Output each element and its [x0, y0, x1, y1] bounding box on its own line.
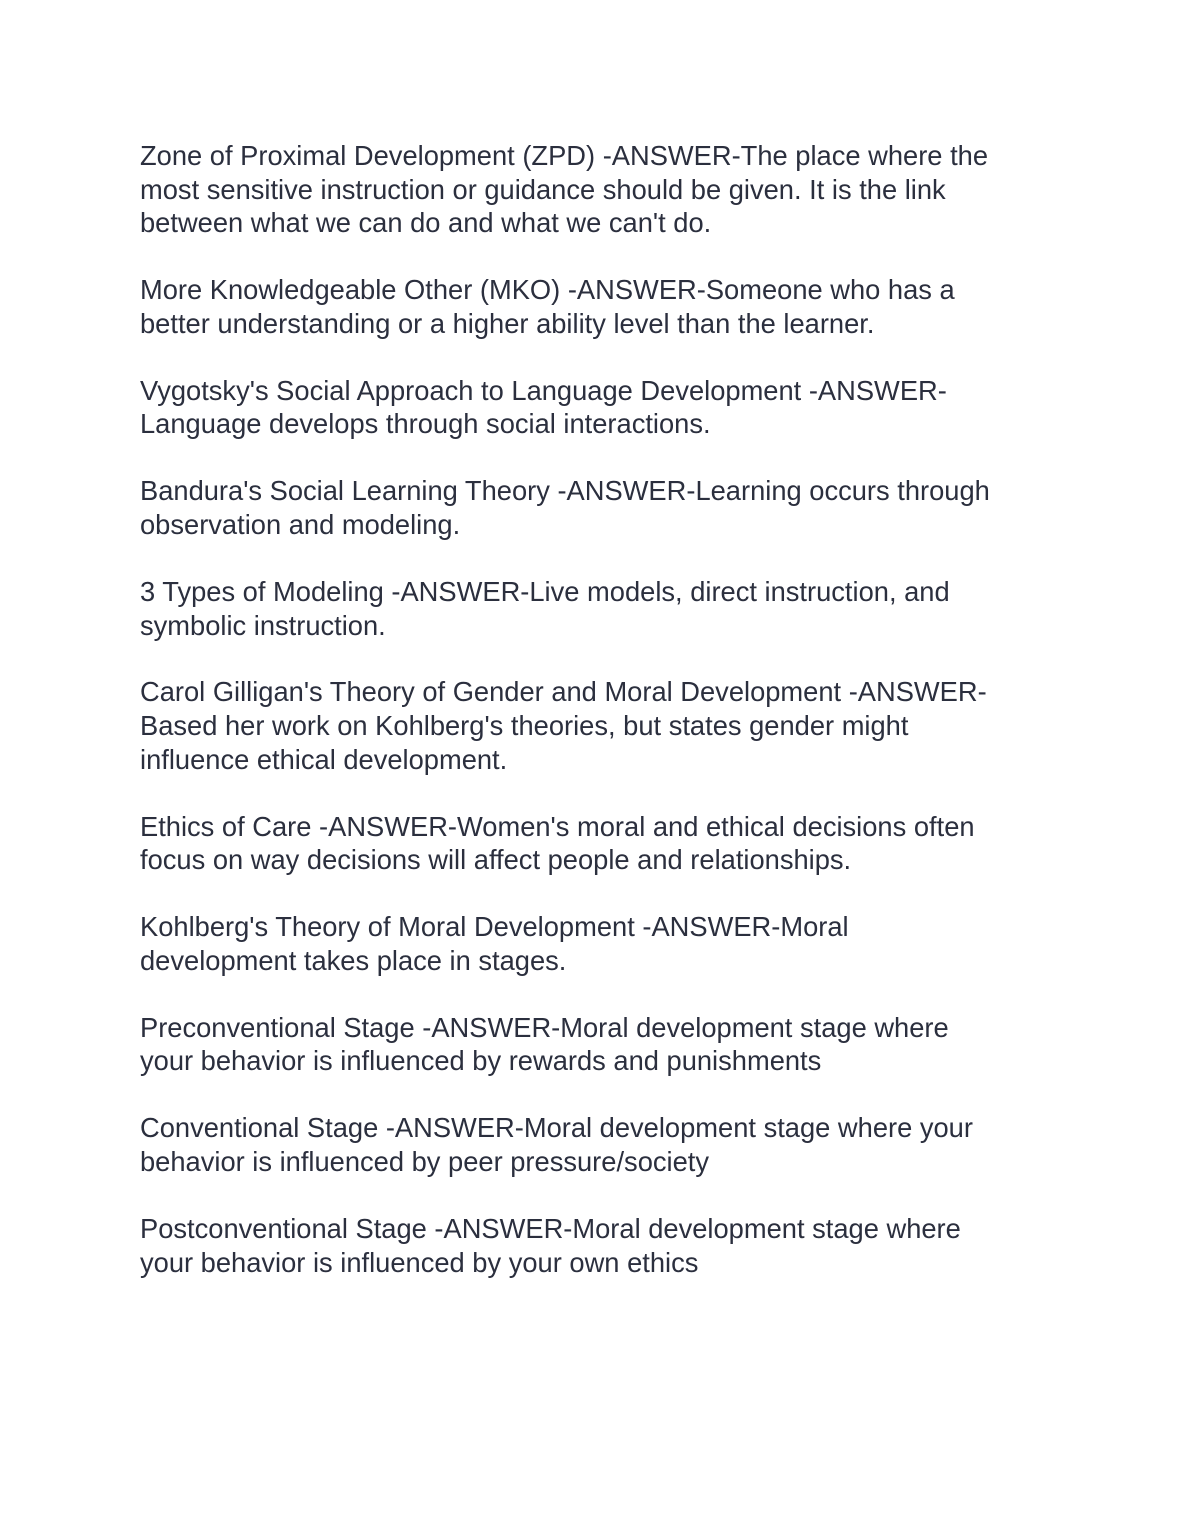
entry-line: Ethics of Care -ANSWER-Women's moral and ethical decisions often: [140, 810, 975, 842]
entry-types-of-modeling: [140, 575, 1060, 642]
entry-line: Vygotsky's Social Approach to Language Development -ANSWER-: [140, 374, 947, 406]
entry-line: Preconventional Stage -ANSWER-Moral development stage where: [140, 1011, 949, 1043]
entry-vygotsky-language: [140, 374, 1060, 441]
entry-ethics-of-care: [140, 810, 1060, 877]
entry-line: behavior is influenced by peer pressure/society: [140, 1145, 709, 1177]
entry-line: between what we can do and what we can't do.: [140, 207, 712, 239]
entry-line: focus on way decisions will affect people and relationships.: [140, 844, 852, 876]
entry-conventional: [140, 1111, 1060, 1178]
entry-line: symbolic instruction.: [140, 609, 386, 641]
entry-line: your behavior is influenced by your own ethics: [140, 1246, 699, 1278]
entry-line: observation and modeling.: [140, 508, 461, 540]
entry-line: Postconventional Stage -ANSWER-Moral development stage where: [140, 1212, 961, 1244]
entry-kohlberg: [140, 910, 1060, 977]
entry-line: Conventional Stage -ANSWER-Moral development stage where your: [140, 1112, 973, 1144]
entry-line: Based her work on Kohlberg's theories, but states gender might: [140, 710, 909, 742]
entry-line: Language develops through social interactions.: [140, 408, 711, 440]
entry-line: your behavior is influenced by rewards and punishments: [140, 1045, 822, 1077]
entry-postconventional: [140, 1212, 1060, 1279]
entry-bandura: [140, 474, 1060, 541]
entry-line: influence ethical development.: [140, 743, 508, 775]
entry-line: most sensitive instruction or guidance should be given. It is the link: [140, 173, 946, 205]
entry-line: Bandura's Social Learning Theory -ANSWER-Learning occurs through: [140, 475, 990, 507]
entry-zpd: [140, 139, 1060, 240]
entry-line: Kohlberg's Theory of Moral Development -ANSWER-Moral: [140, 911, 849, 943]
entry-preconventional: [140, 1011, 1060, 1078]
entry-line: Carol Gilligan's Theory of Gender and Moral Development -ANSWER-: [140, 676, 987, 708]
entry-line: 3 Types of Modeling -ANSWER-Live models, direct instruction, and: [140, 575, 950, 607]
entry-line: better understanding or a higher ability level than the learner.: [140, 307, 875, 339]
entry-gilligan: [140, 675, 1060, 776]
entry-mko: [140, 273, 1060, 340]
entry-line: More Knowledgeable Other (MKO) -ANSWER-Someone who has a: [140, 274, 955, 306]
entry-line: Zone of Proximal Development (ZPD) -ANSWER-The place where the: [140, 140, 989, 171]
document-content: [140, 139, 1060, 1313]
entry-line: development takes place in stages.: [140, 944, 567, 976]
